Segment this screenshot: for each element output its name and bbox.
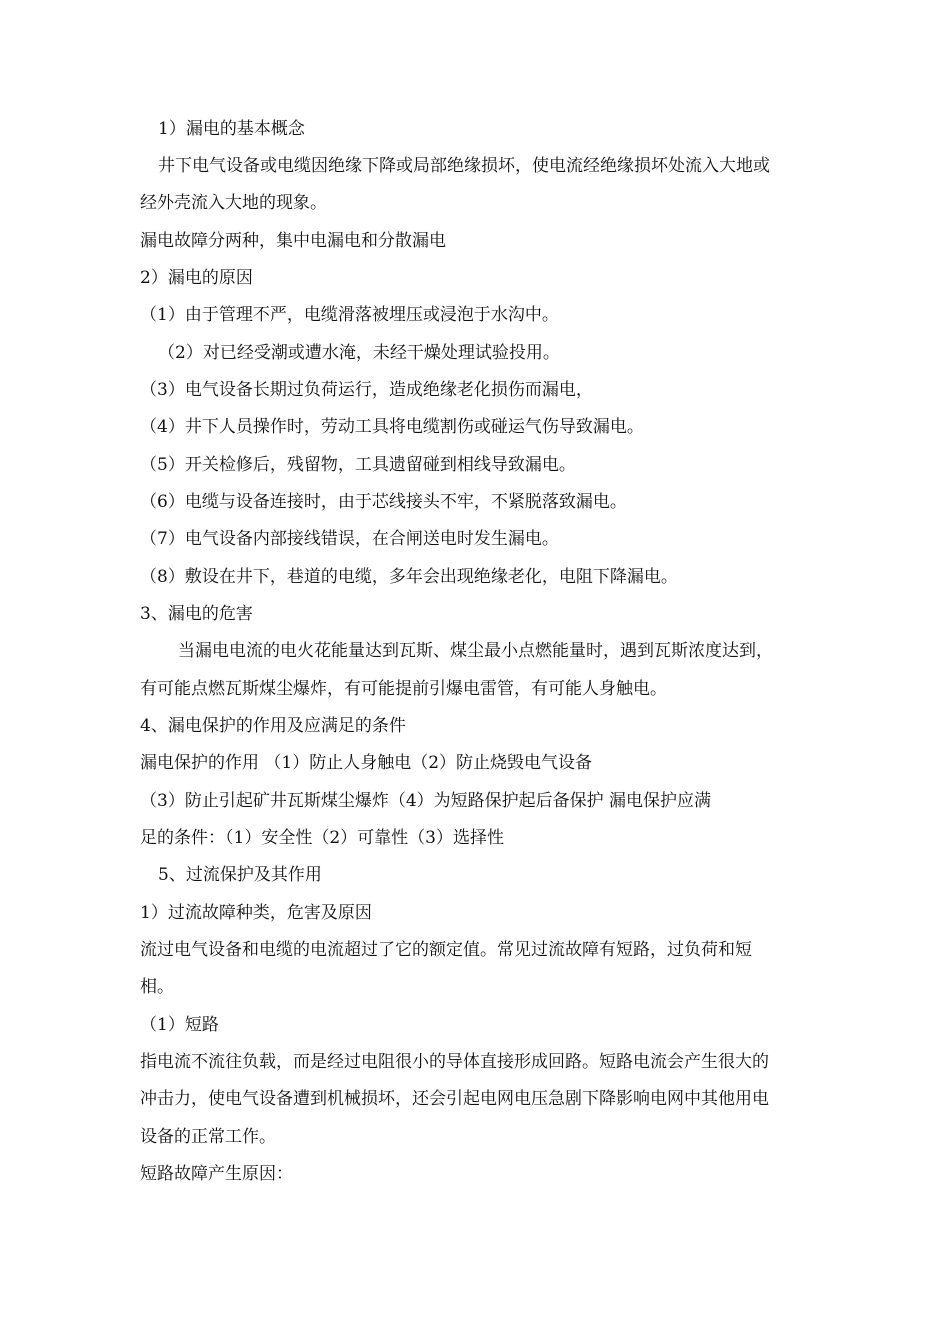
section-heading-leakage-hazards: 3、漏电的危害 xyxy=(140,604,253,624)
list-item: （5）开关检修后，残留物，工具遗留碰到相线导致漏电。 xyxy=(140,455,576,475)
paragraph-line: 流过电气设备和电缆的电流超过了它的额定值。常见过流故障有短路，过负荷和短 xyxy=(140,940,752,960)
section-heading-overcurrent-types: 1）过流故障种类，危害及原因 xyxy=(140,903,372,923)
paragraph-line: 短路故障产生原因： xyxy=(140,1164,293,1184)
paragraph-line: 指电流不流往负载，而是经过电阻很小的导体直接形成回路。短路电流会产生很大的 xyxy=(140,1052,769,1072)
list-item: （7）电气设备内部接线错误，在合闸送电时发生漏电。 xyxy=(140,529,559,549)
paragraph-line: 经外壳流入大地的现象。 xyxy=(140,193,327,213)
list-item: （4）井下人员操作时，劳动工具将电缆割伤或碰运气伤导致漏电。 xyxy=(140,417,644,437)
list-item: （3）电气设备长期过负荷运行，造成绝缘老化损伤而漏电， xyxy=(140,380,593,400)
paragraph-line: 足的条件：（1）安全性（2）可靠性（3）选择性 xyxy=(140,828,504,848)
section-heading-leakage-protection: 4、漏电保护的作用及应满足的条件 xyxy=(140,716,406,736)
list-item: （8）敷设在井下，巷道的电缆，多年会出现绝缘老化，电阻下降漏电。 xyxy=(140,567,678,587)
section-heading-leakage-causes: 2）漏电的原因 xyxy=(140,268,253,288)
paragraph-line: 漏电故障分两种，集中电漏电和分散漏电 xyxy=(140,231,446,251)
list-item: （2）对已经受潮或遭水淹，未经干燥处理试验投用。 xyxy=(158,343,560,363)
paragraph-line: 相。 xyxy=(140,977,174,997)
section-heading-leakage-concept: 1）漏电的基本概念 xyxy=(158,119,305,139)
paragraph-line: 漏电保护的作用 （1）防止人身触电（2）防止烧毁电气设备 xyxy=(140,753,593,773)
list-item: （6）电缆与设备连接时，由于芯线接头不牢，不紧脱落致漏电。 xyxy=(140,492,627,512)
paragraph-line: （3）防止引起矿井瓦斯煤尘爆炸（4）为短路保护起后备保护 漏电保护应满 xyxy=(140,791,712,811)
paragraph-line: 有可能点燃瓦斯煤尘爆炸，有可能提前引爆电雷管，有可能人身触电。 xyxy=(140,679,667,699)
paragraph-line: 当漏电电流的电火花能量达到瓦斯、煤尘最小点燃能量时，遇到瓦斯浓度达到， xyxy=(178,641,773,661)
paragraph-line: 冲击力，使电气设备遭到机械损坏，还会引起电网电压急剧下降影响电网中其他用电 xyxy=(140,1089,769,1109)
list-item: （1）由于管理不严，电缆滑落被埋压或浸泡于水沟中。 xyxy=(140,305,559,325)
paragraph-line: 设备的正常工作。 xyxy=(140,1127,276,1147)
subheading-short-circuit: （1）短路 xyxy=(140,1015,219,1035)
paragraph-line: 井下电气设备或电缆因绝缘下降或局部绝缘损坏，使电流经绝缘损坏处流入大地或 xyxy=(158,156,770,176)
section-heading-overcurrent-protection: 5、过流保护及其作用 xyxy=(158,865,322,885)
